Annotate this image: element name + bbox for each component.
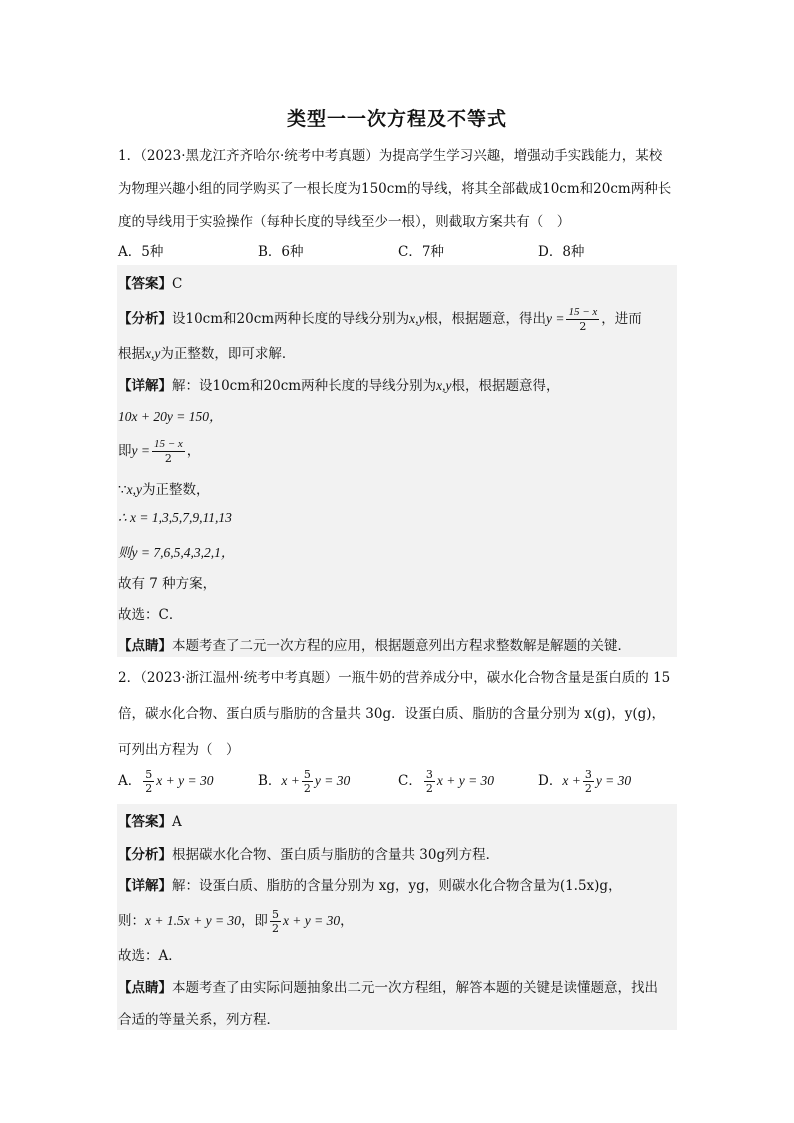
q1-stem-line: 度的导线用于实验操作（每种长度的导线至少一根），则截取方案共有（ ） <box>118 214 571 230</box>
detail-tag: 【详解】 <box>118 878 172 894</box>
q1-option-b: B．6种 <box>258 244 304 260</box>
q2-answer <box>118 810 678 830</box>
q2-comment-cont: 合适的等量关系，列方程． <box>118 1012 280 1028</box>
analysis-text: 根，根据题意，得出 <box>424 311 546 328</box>
fraction: $\frac{15 - x}{2}$ <box>153 438 183 466</box>
answer-value: A <box>172 814 182 830</box>
q2-comment: 【点睛】本题考查了由实际问题抽象出二元一次方程组，解答本题的关键是读懂题意，找出 <box>118 980 658 996</box>
q1-stem-line: 为物理兴趣小组的同学购买了一根长度为150cm的导线，将其全部截成10cm和20cm两种长 <box>118 181 672 197</box>
q2-stem-line: 倍，碳水化合物、蛋白质与脂肪的含量共 30g．设蛋白质、脂肪的含量分别为 x(g)，y(g)， <box>118 706 665 722</box>
q2-choose: 故选：A． <box>118 948 182 964</box>
math-expr: y = <box>545 311 565 327</box>
answer-tag: 【答案】 <box>118 276 172 292</box>
q1-analysis <box>118 306 678 333</box>
comment-tag: 【点睛】 <box>118 980 172 996</box>
page-title: 类型一一次方程及不等式 <box>286 108 507 130</box>
q2-equation: 则：x + 1.5x + y = 30，即 $\frac{5}{2}$ x + y = 30， <box>118 908 354 936</box>
q1-analysis-cont: 根据x,y为正整数，即可求解． <box>118 346 296 362</box>
q2-option-b: B．x + $\frac{5}{2}$ y = 30 <box>258 768 351 796</box>
fraction: $\frac{5}{2}$ <box>271 908 279 936</box>
q1-option-c: C．7种 <box>398 244 444 260</box>
q1-equation-1: 10x + 20y = 150， <box>118 409 223 424</box>
math-vars: x,y <box>409 311 425 327</box>
q1-choose: 故选：C． <box>118 607 183 623</box>
q2-option-c: C． $\frac{3}{2}$ x + y = 30 <box>398 768 495 796</box>
q1-therefore: ∴ x = 1,3,5,7,9,11,13 <box>118 510 232 525</box>
q2-option-a: A． $\frac{5}{2}$ x + y = 30 <box>118 768 214 796</box>
q1-option-d: D．8种 <box>538 244 585 260</box>
detail-tag: 【详解】 <box>118 378 172 394</box>
math-vars: x,y <box>436 378 452 393</box>
q1-then: 则y = 7,6,5,4,3,2,1， <box>118 545 235 560</box>
q2-stem-line: 可列出方程为（ ） <box>118 742 240 758</box>
q2-option-d: D．x + $\frac{3}{2}$ y = 30 <box>538 768 632 796</box>
answer-value: C <box>172 276 183 292</box>
q2-stem-line: 2．（2023·浙江温州·统考中考真题）一瓶牛奶的营养成分中，碳水化合物含量是蛋白质的 15 <box>118 670 671 686</box>
analysis-tag: 【分析】 <box>118 311 172 328</box>
analysis-tag: 【分析】 <box>118 847 172 863</box>
q1-option-a: A．5种 <box>118 244 164 260</box>
q1-equation-2: 即y = $\frac{15 - x}{2}$ ， <box>118 438 201 466</box>
answer-tag: 【答案】 <box>118 814 172 830</box>
math-vars: x,y <box>145 346 161 361</box>
analysis-text: ，进而 <box>601 311 642 328</box>
q1-count: 故有 7 种方案， <box>118 576 217 592</box>
q2-analysis: 【分析】根据碳水化合物、蛋白质与脂肪的含量共 30g列方程． <box>118 847 500 863</box>
q1-comment: 【点睛】本题考查了二元一次方程的应用，根据题意列出方程求整数解是解题的关键． <box>118 638 631 654</box>
q1-stem-line: 1．（2023·黑龙江齐齐哈尔·统考中考真题）为提高学生学习兴趣，增强动手实践能力，某校 <box>118 148 663 164</box>
analysis-text: 设10cm和20cm两种长度的导线分别为 <box>172 311 410 328</box>
q1-because: ∵x,y为正整数， <box>118 482 210 498</box>
comment-tag: 【点睛】 <box>118 638 172 654</box>
q1-detail: 【详解】解：设10cm和20cm两种长度的导线分别为x,y根，根据题意得， <box>118 378 560 394</box>
fraction: $\frac{15 - x}{2}$ <box>568 306 598 334</box>
q2-detail: 【详解】解：设蛋白质、脂肪的含量分别为 xg，yg，则碳水化合物含量为(1.5x)g， <box>118 878 622 894</box>
q1-answer <box>118 272 678 292</box>
